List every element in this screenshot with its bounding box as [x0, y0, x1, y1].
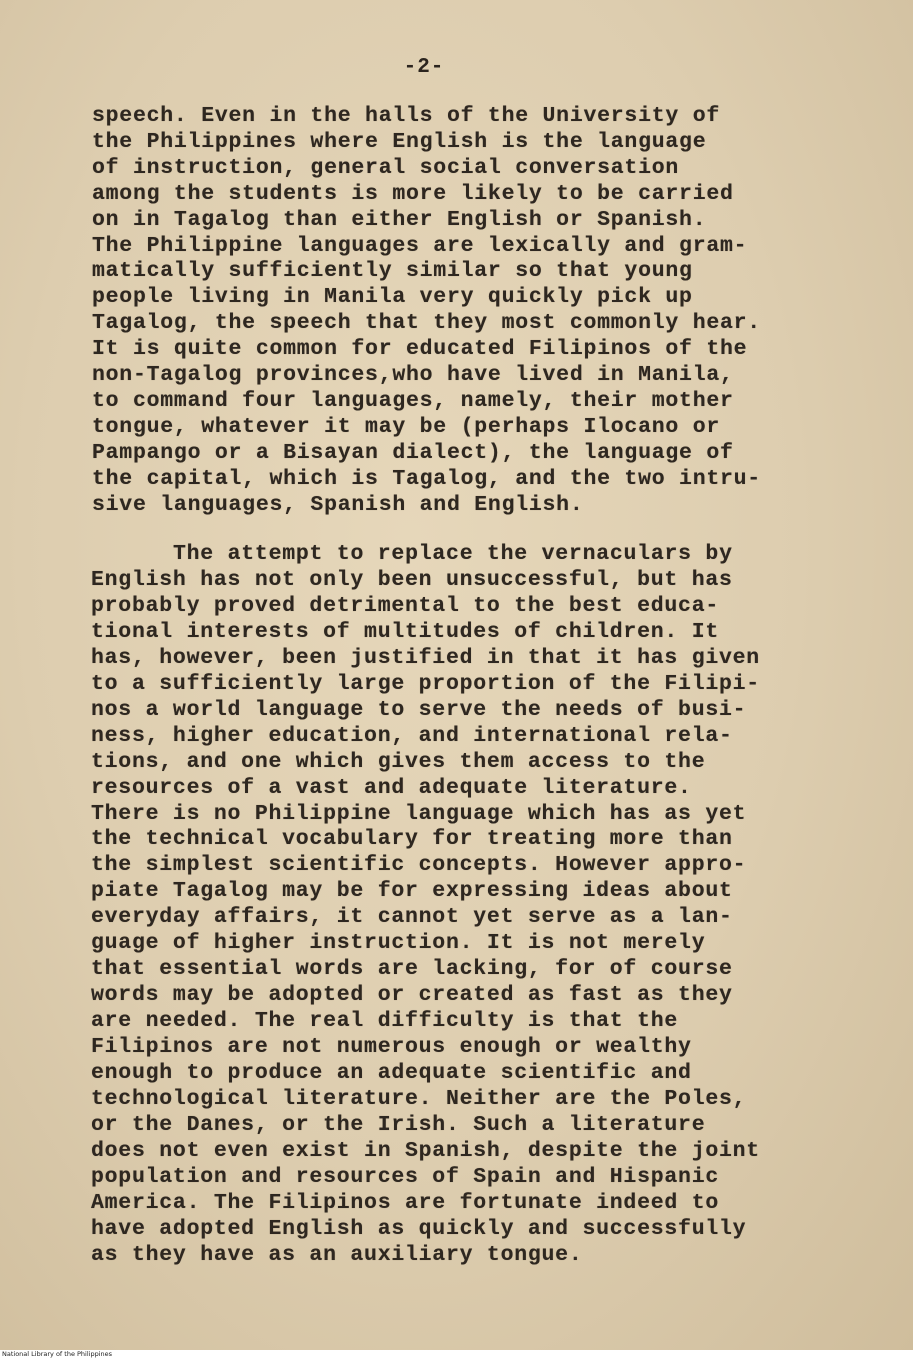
text-line: Tagalog, the speech that they most commonly hear. [92, 311, 761, 336]
text-line: are needed. The real difficulty is that the [91, 1009, 679, 1034]
text-line: It is quite common for educated Filipinos of the [92, 337, 748, 362]
text-line: tongue, whatever it may be (perhaps Ilocano or [92, 414, 720, 439]
text-line: does not even exist in Spanish, despite the joint [91, 1138, 760, 1163]
text-line: words may be adopted or created as fast as they [91, 983, 733, 1008]
text-line: guage of higher instruction. It is not merely [91, 931, 706, 956]
text-line: or the Danes, or the Irish. Such a literature [91, 1112, 706, 1137]
page-number: -2- [403, 56, 445, 79]
library-credit: National Library of the Philippines [0, 1350, 913, 1358]
paragraph-first-line: The attempt to replace the vernaculars by [173, 542, 733, 566]
text-line: everyday affairs, it cannot yet serve as a lan- [91, 905, 733, 930]
text-line: non-Tagalog provinces,who have lived in Manila, [92, 363, 734, 387]
text-line: The Philippine languages are lexically and gram- [92, 233, 748, 258]
text-line: as they have as an auxiliary tongue. [91, 1242, 583, 1267]
text-line: the Philippines where English is the language [92, 129, 707, 154]
text-line: people living in Manila very quickly pick up [92, 285, 693, 310]
text-line: of instruction, general social conversation [92, 155, 680, 180]
text-line: the capital, which is Tagalog, and the two intru- [92, 466, 761, 491]
text-line: to a sufficiently large proportion of the Filipi- [91, 671, 760, 696]
text-line: resources of a vast and adequate literature. [91, 775, 692, 800]
text-line: tional interests of multitudes of children. It [91, 619, 719, 644]
text-line: the simplest scientific concepts. However appro- [91, 853, 747, 878]
text-line: English has not only been unsuccessful, but has [91, 567, 733, 592]
text-line: Pampango or a Bisayan dialect), the language of [92, 440, 734, 465]
text-line: has, however, been justified in that it has given [91, 645, 760, 670]
text-line: have adopted English as quickly and successfully [91, 1216, 747, 1241]
text-line: America. The Filipinos are fortunate indeed to [91, 1190, 719, 1215]
text-line: ness, higher education, and international rela- [91, 723, 733, 748]
text-line: piate Tagalog may be for expressing ideas about [91, 879, 733, 904]
text-line: enough to produce an adequate scientific and [91, 1061, 692, 1085]
text-line: Filipinos are not numerous enough or wealthy [91, 1035, 692, 1060]
text-line: that essential words are lacking, for of course [91, 957, 733, 982]
text-line: among the students is more likely to be carried [92, 181, 734, 206]
text-line: the technical vocabulary for treating more than [91, 827, 733, 852]
text-line: to command four languages, namely, their mother [92, 388, 734, 413]
text-line: speech. Even in the halls of the University of [92, 104, 720, 128]
text-line: technological literature. Neither are the Poles, [91, 1086, 747, 1111]
text-line: There is no Philippine language which has as yet [91, 801, 747, 826]
text-line: population and resources of Spain and Hispanic [91, 1164, 719, 1189]
text-line: on in Tagalog than either English or Spanish. [92, 207, 707, 232]
text-line: matically sufficiently similar so that young [92, 259, 693, 284]
text-line: probably proved detrimental to the best educa- [91, 593, 719, 618]
text-line: nos a world language to serve the needs of busi- [91, 697, 747, 722]
text-line: tions, and one which gives them access to the [91, 749, 706, 774]
text-line: sive languages, Spanish and English. [92, 492, 584, 517]
